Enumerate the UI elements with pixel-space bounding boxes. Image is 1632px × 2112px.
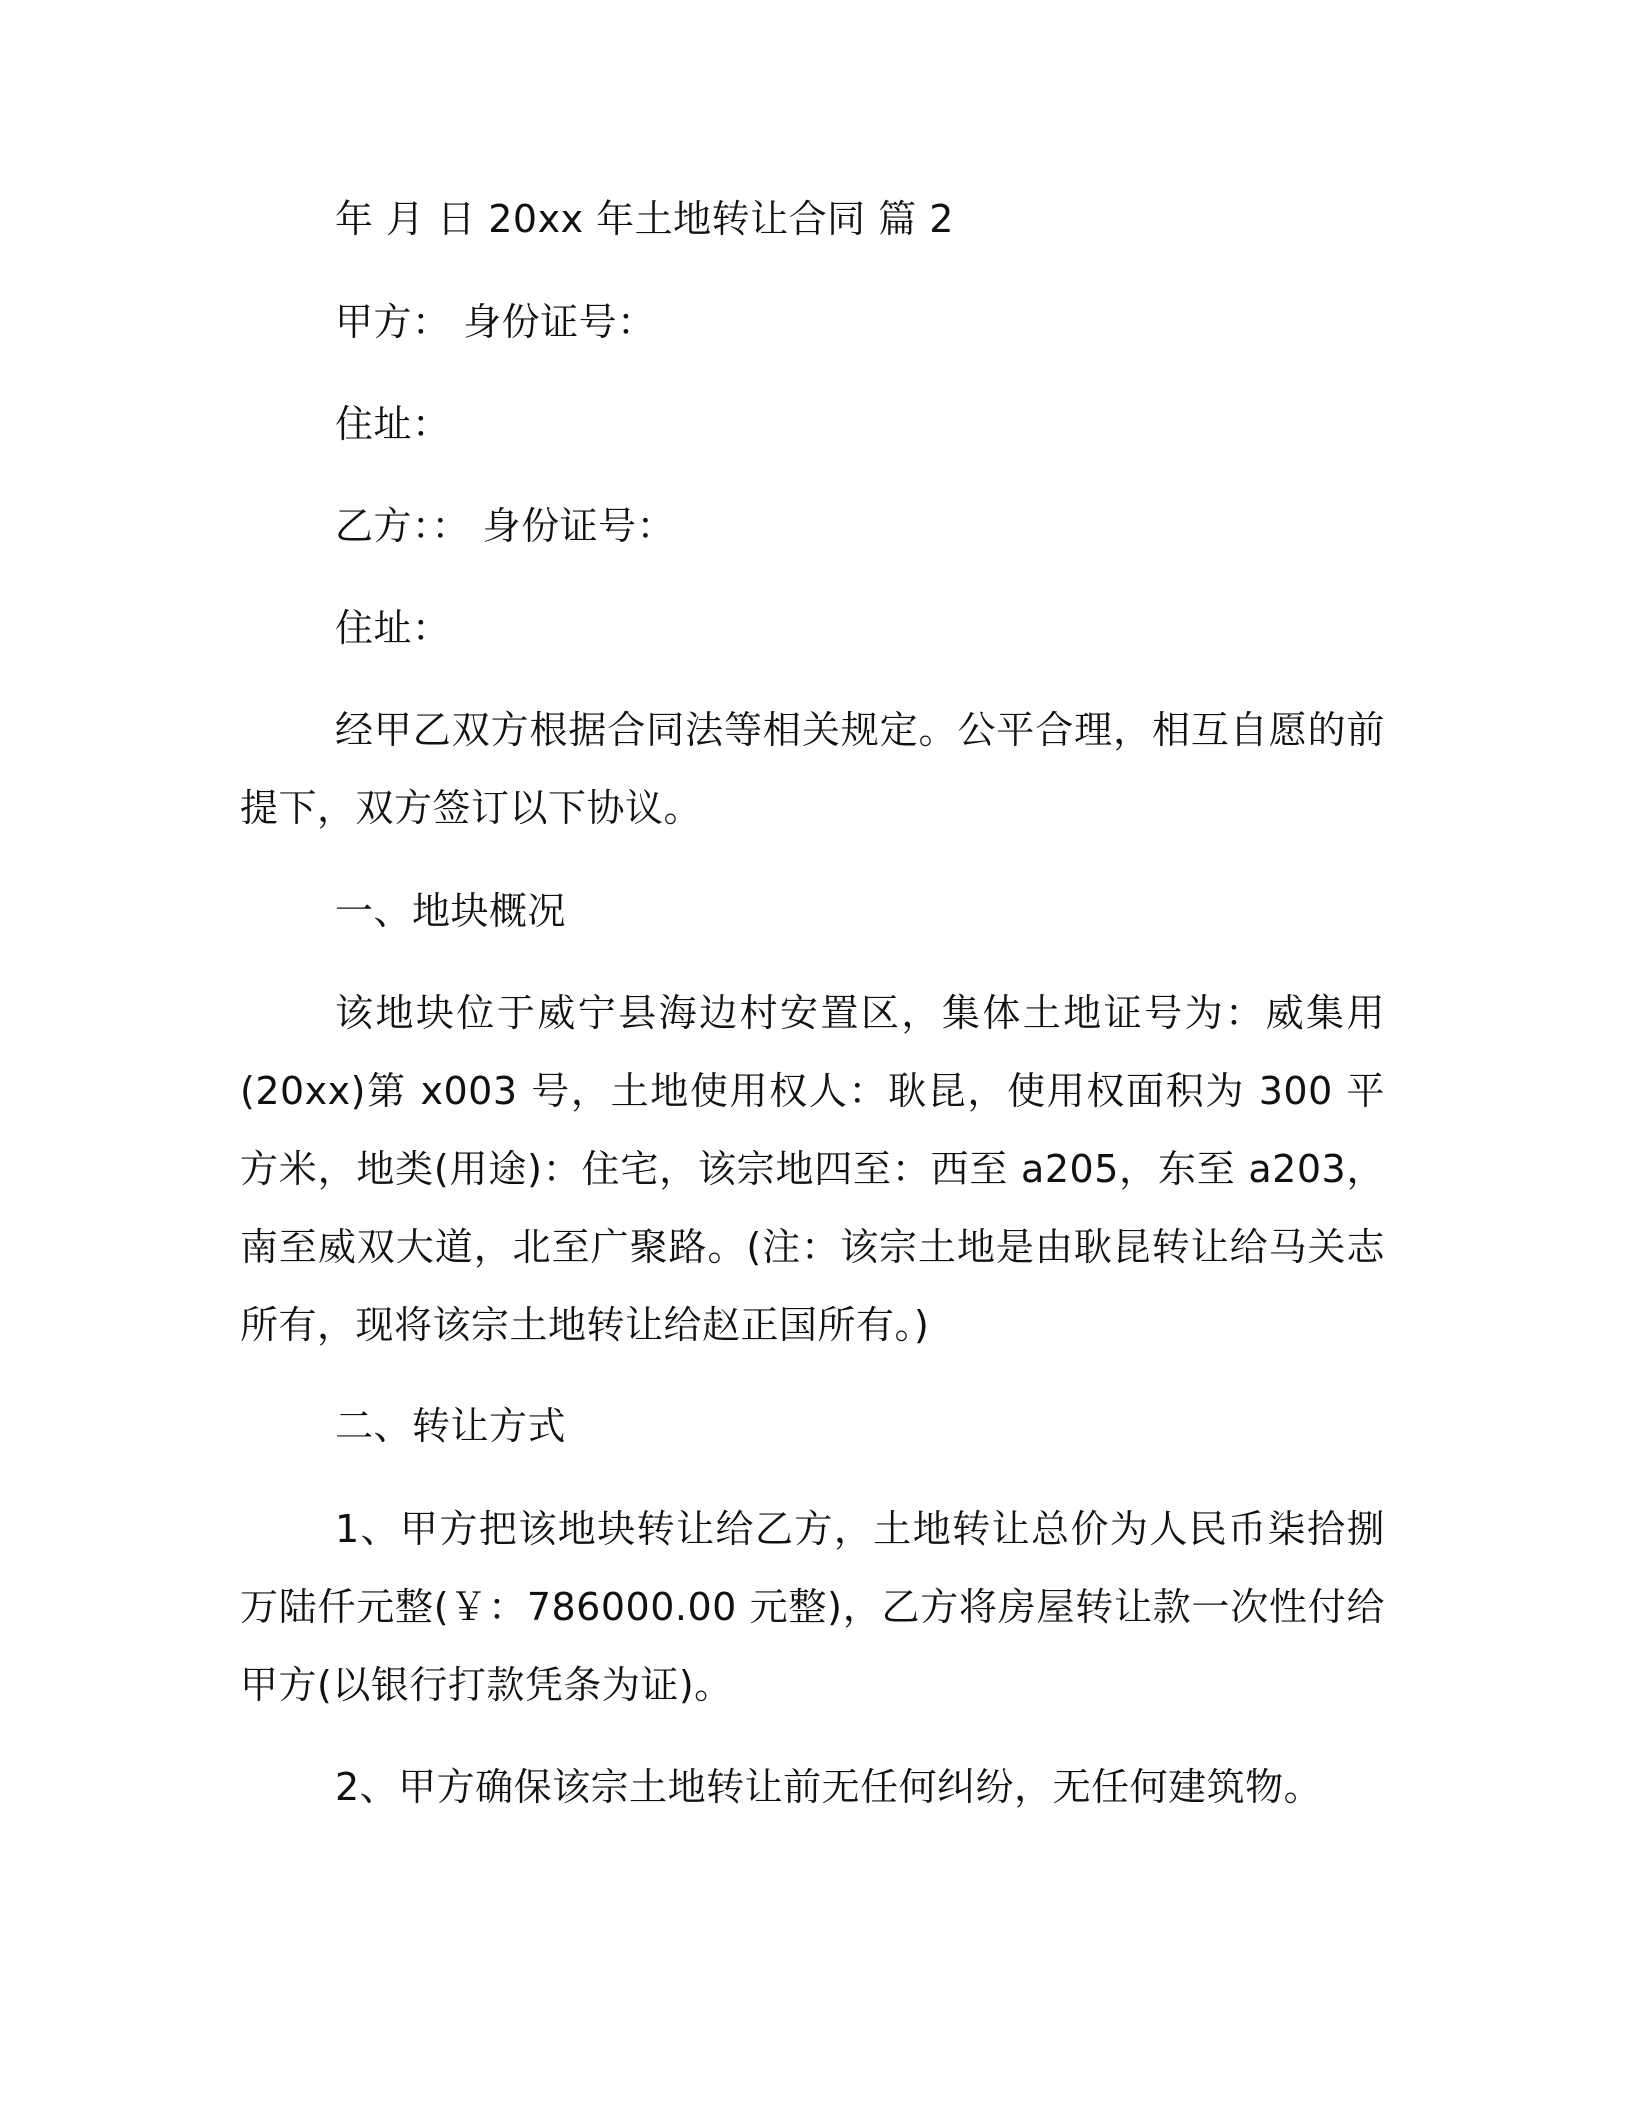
section-1-body: 该地块位于威宁县海边村安置区，集体土地证号为：威集用(20xx)第 x003 号，土地使用权人：耿昆，使用权面积为 300 平方米，地类(用途)：住宅，该宗地四至：西至 a205，东至 a203，南至威双大道，北至广聚路。(注：该宗土地是由耿昆转让给马关志所有，现将该宗土地转让给赵正国所有。) (240, 991, 1385, 1347)
party-a-line: 甲方： 身份证号： (335, 300, 656, 344)
party-b-line: 乙方：： 身份证号： (335, 504, 676, 548)
party-b-address: 住址： (335, 606, 451, 650)
section-1-title: 一、地块概况 (335, 889, 567, 933)
heading-line: 年 月 日 20xx 年土地转让合同 篇 2 (335, 197, 954, 241)
party-a-address: 住址： (335, 402, 451, 446)
clause-2: 2、甲方确保该宗土地转让前无任何纠纷，无任何建筑物。 (335, 1765, 1323, 1809)
section-2-title: 二、转让方式 (335, 1404, 567, 1448)
clause-1: 1、甲方把该地块转让给乙方，土地转让总价为人民币柒拾捌万陆仟元整(￥：786000.00 元整)，乙方将房屋转让款一次性付给甲方(以银行打款凭条为证)。 (240, 1507, 1385, 1707)
intro-paragraph: 经甲乙双方根据合同法等相关规定。公平合理，相互自愿的前提下，双方签订以下协议。 (240, 708, 1385, 830)
